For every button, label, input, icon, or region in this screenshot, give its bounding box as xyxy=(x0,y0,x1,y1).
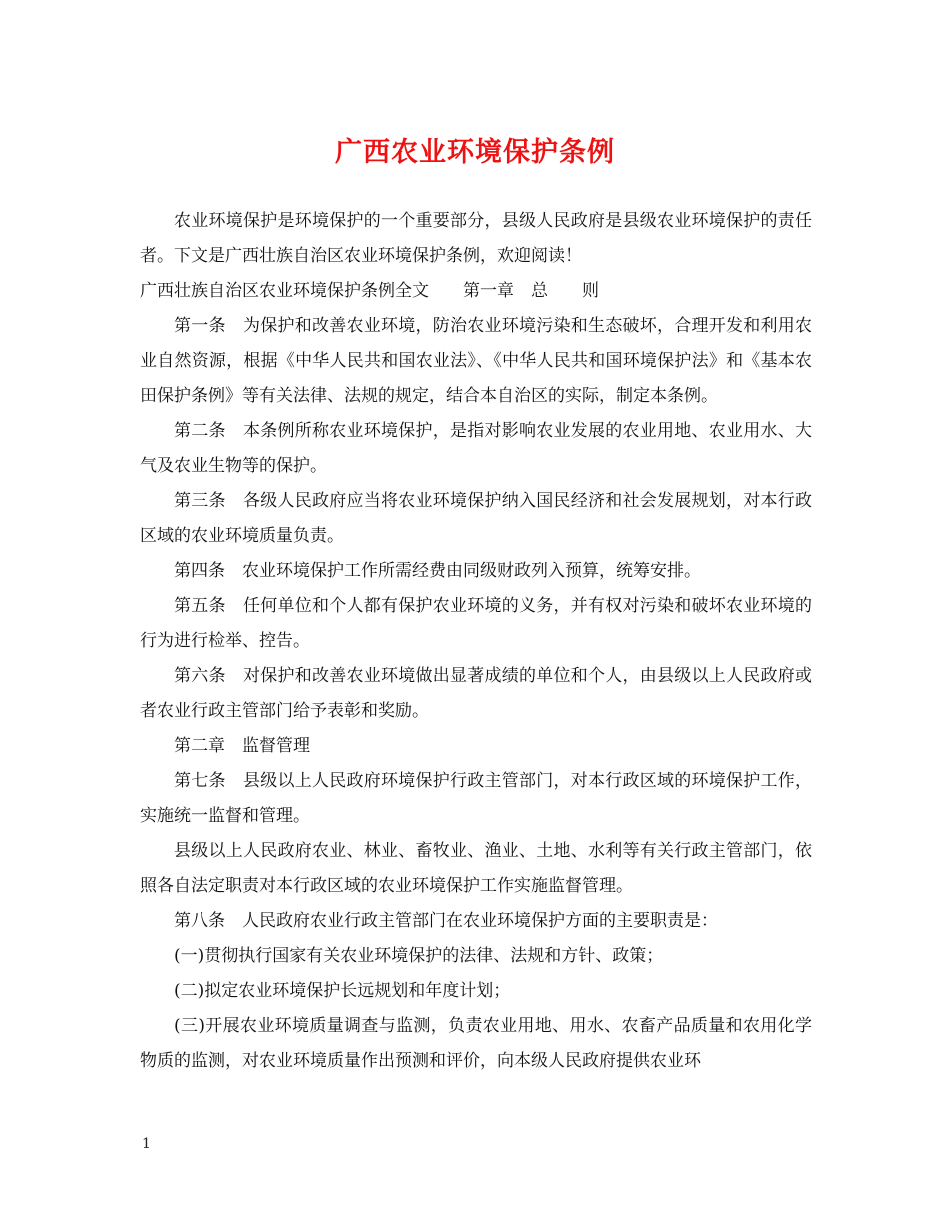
paragraph-article-5: 第五条 任何单位和个人都有保护农业环境的义务，并有权对污染和破坏农业环境的行为进行检举、控告。 xyxy=(140,596,812,651)
paragraph-article-2: 第二条 本条例所称农业环境保护，是指对影响农业发展的农业用地、农业用水、大气及农业生物等的保护。 xyxy=(140,421,812,476)
document-body xyxy=(140,204,812,1079)
document-title: 广西农业环境保护条例 xyxy=(335,137,615,168)
paragraph-intro: 农业环境保护是环境保护的一个重要部分，县级人民政府是县级农业环境保护的责任者。下文是广西壮族自治区农业环境保护条例，欢迎阅读！ xyxy=(140,211,812,266)
paragraph-article-6: 第六条 对保护和改善农业环境做出显著成绩的单位和个人，由县级以上人民政府或者农业行政主管部门给予表彰和奖励。 xyxy=(140,666,812,721)
paragraph-article-3: 第三条 各级人民政府应当将农业环境保护纳入国民经济和社会发展规划，对本行政区域的农业环境质量负责。 xyxy=(140,491,812,546)
paragraph-article-7: 第七条 县级以上人民政府环境保护行政主管部门，对本行政区域的环境保护工作，实施统一监督和管理。 xyxy=(140,771,812,826)
paragraph-article-4: 第四条 农业环境保护工作所需经费由同级财政列入预算，统筹安排。 xyxy=(174,561,701,581)
paragraph-item-1: (一)贯彻执行国家有关农业环境保护的法律、法规和方针、政策； xyxy=(174,946,664,966)
paragraph-item-3: (三)开展农业环境质量调查与监测，负责农业用地、用水、农畜产品质量和农用化学物质的监测，对农业环境质量作出预测和评价，向本级人民政府提供农业环 xyxy=(140,1016,812,1071)
paragraph-heading-chapter-1: 广西壮族自治区农业环境保护条例全文 第一章 总 则 xyxy=(140,281,599,301)
paragraph-article-7-clause: 县级以上人民政府农业、林业、畜牧业、渔业、土地、水利等有关行政主管部门，依照各自法定职责对本行政区域的农业环境保护工作实施监督管理。 xyxy=(140,841,812,896)
page-number: 1 xyxy=(142,1136,151,1152)
paragraph-article-1: 第一条 为保护和改善农业环境，防治农业环境污染和生态破坏，合理开发和利用农业自然资源，根据《中华人民共和国农业法》、《中华人民共和国环境保护法》和《基本农田保护条例》等有关法律、法规的规定，结合本自治区的实际，制定本条例。 xyxy=(140,316,812,406)
paragraph-heading-chapter-2: 第二章 监督管理 xyxy=(174,736,310,756)
paragraph-item-2: (二)拟定农业环境保护长远规划和年度计划； xyxy=(174,981,511,1001)
paragraph-article-8: 第八条 人民政府农业行政主管部门在农业环境保护方面的主要职责是： xyxy=(174,911,718,931)
